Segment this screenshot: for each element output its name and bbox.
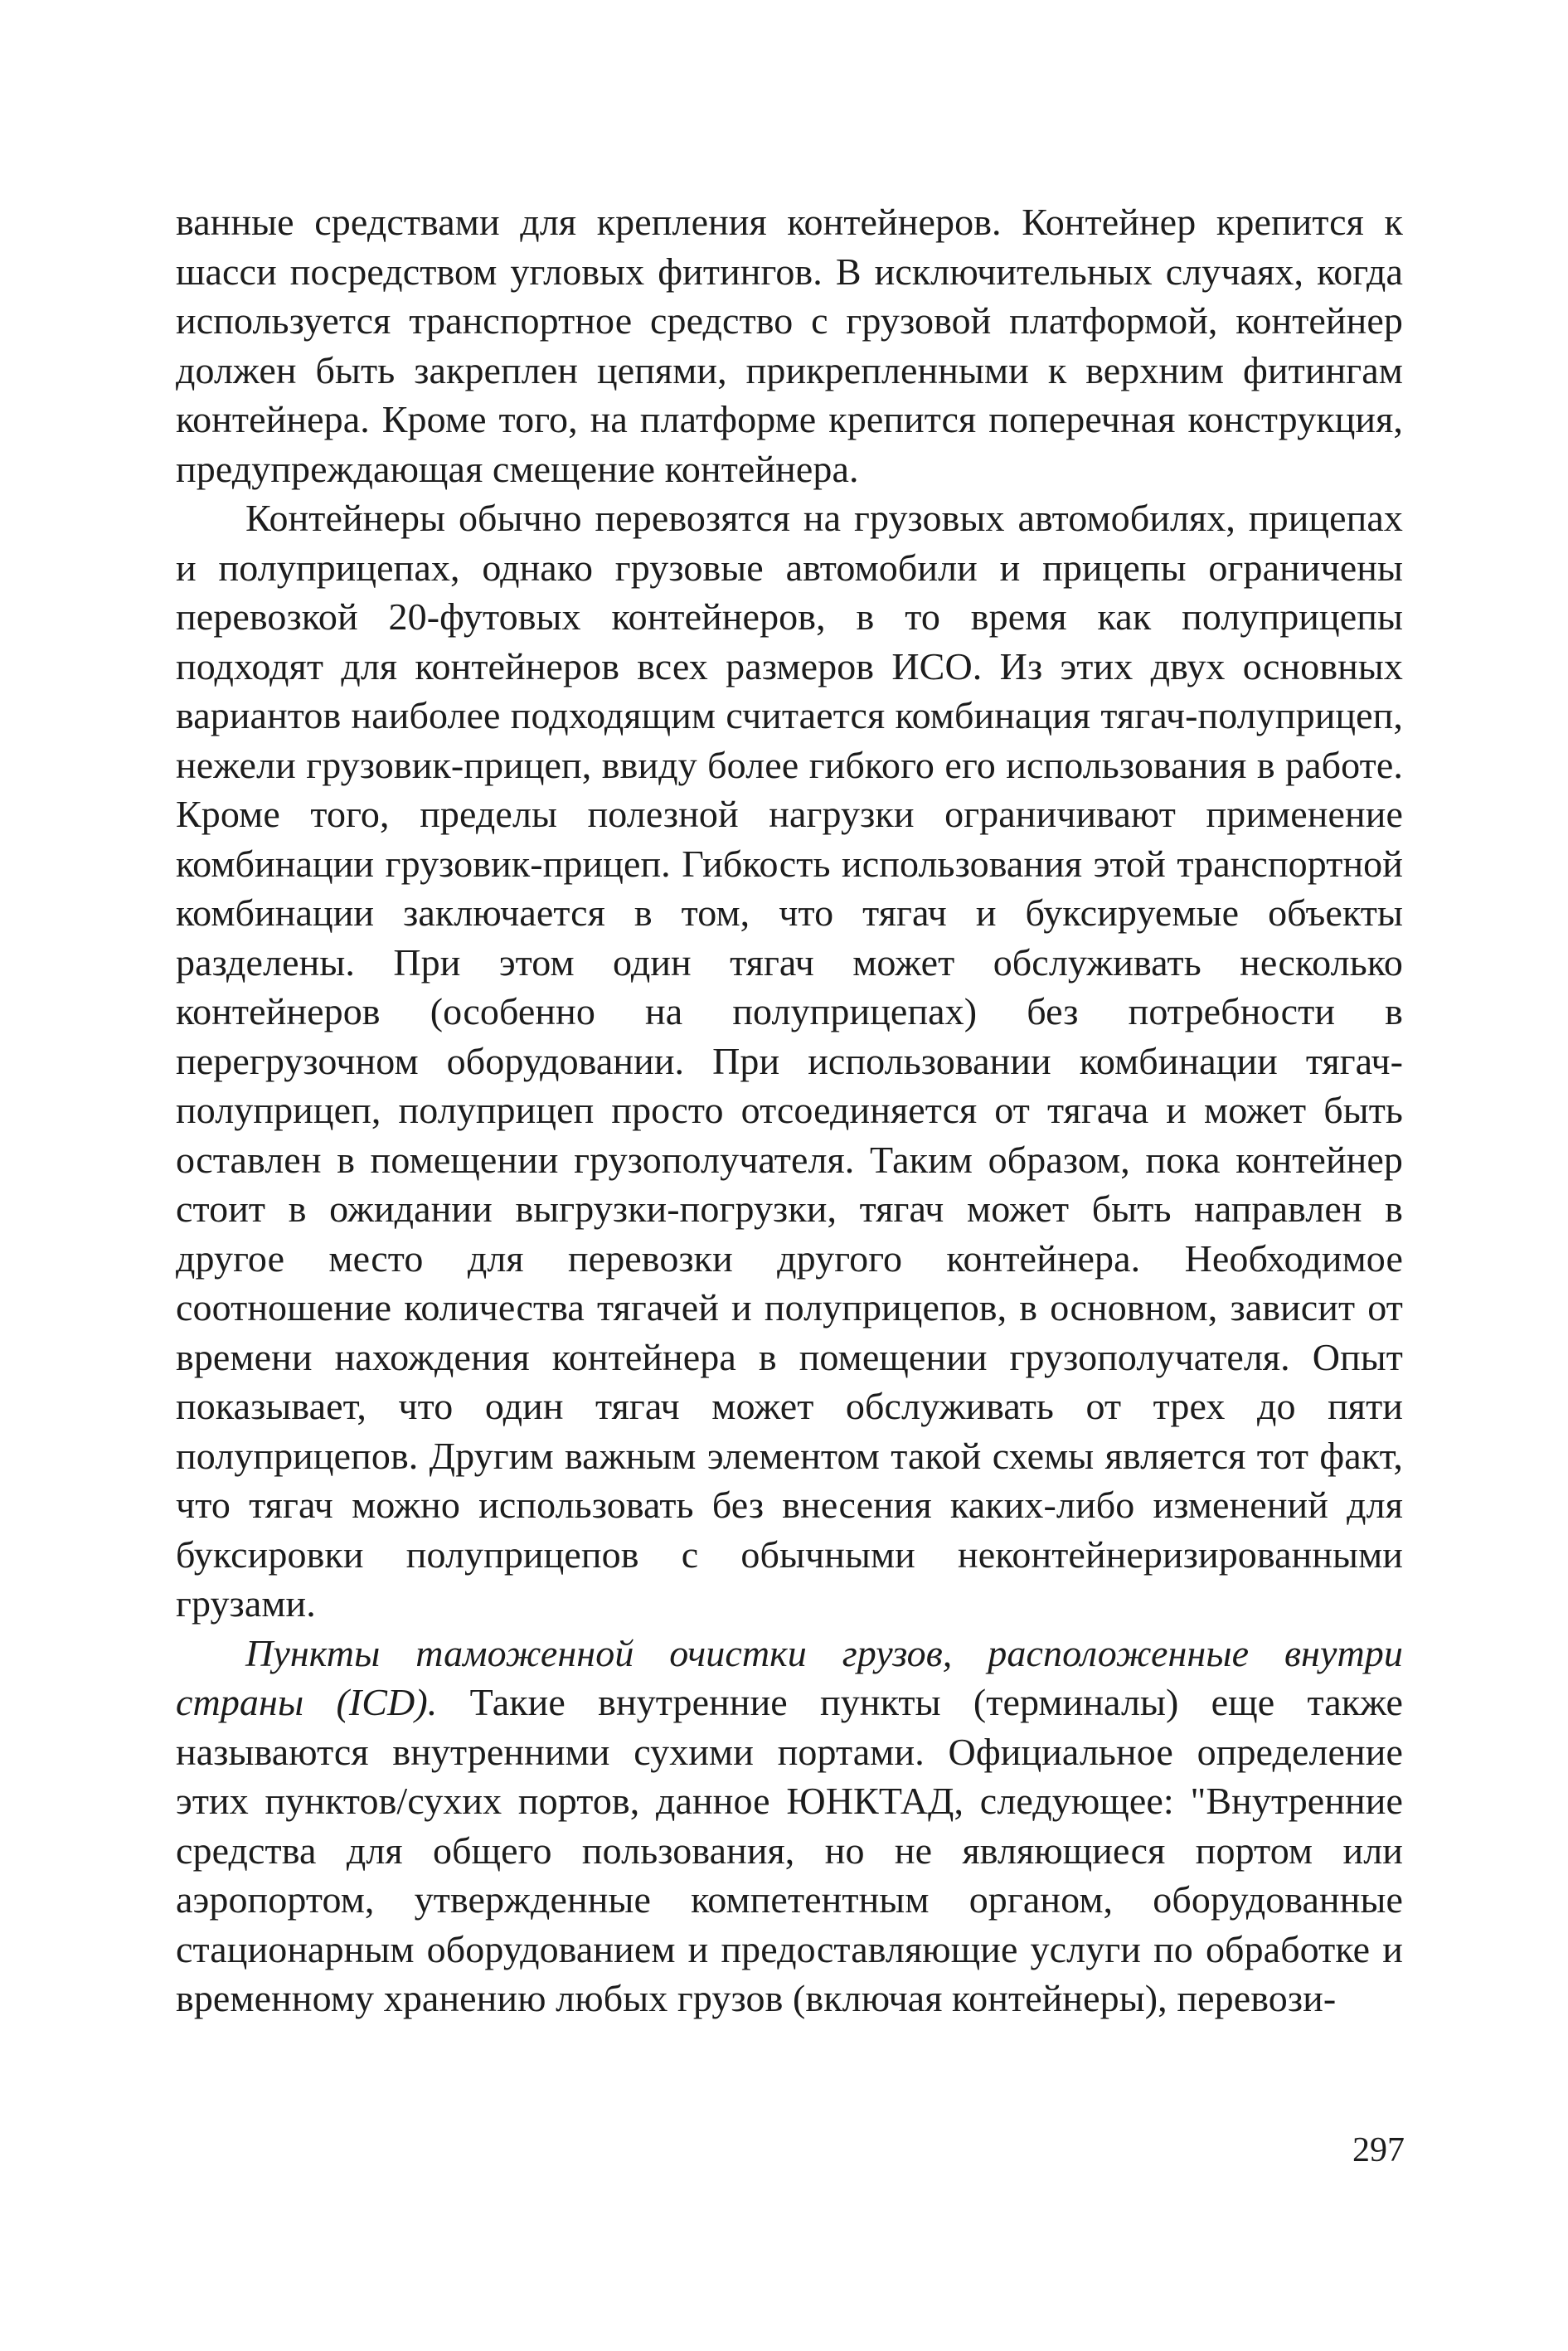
- paragraph-containers-transport: Контейнеры обычно перевозятся на грузовых автомобилях, прицепах и полуприцепах, однако грузовые автомобили и прицепы ограничены перевозкой 20-футовых контейнеров, в то время как полуприцепы подходят для контейнеров всех размеров ИСО. Из этих двух основных вариантов наиболее подходящим считается комбинация тягач-полуприцеп, нежели грузовик-прицеп, ввиду более гибкого его использования в работе. Кроме того, пределы полезной нагрузки ограничивают применение комбинации грузовик-прицеп. Гибкость использования этой транспортной комбинации заключается в том, что тягач и буксируемые объекты разделены. При этом один тягач может обслуживать несколько контейнеров (особенно на полуприцепах) без потребности в перегрузочном оборудовании. При использовании комбинации тягач-полуприцеп, полуприцеп просто отсоединяется от тягача и может быть оставлен в помещении грузополучателя. Таким образом, пока контейнер стоит в ожидании выгрузки-погрузки, тягач может быть направлен в другое место для перевозки другого контейнера. Необходимое соотношение количества тягачей и полуприцепов, в основном, зависит от времени нахождения контейнера в помещении грузополучателя. Опыт показывает, что один тягач может обслуживать от трех до пяти полуприцепов. Другим важным элементом такой схемы является тот факт, что тягач можно использовать без внесения каких-либо изменений для буксировки полуприцепов с обычными неконтейнеризированными грузами.: [176, 497, 1403, 1625]
- paragraph-continuation: ванные средствами для крепления контейнеров. Контейнер крепится к шасси посредством угловых фитингов. В исключительных случаях, когда используется транспортное средство с грузовой платформой, контейнер должен быть закреплен цепями, прикрепленными к верхним фитингам контейнера. Кроме того, на платформе крепится поперечная конструкция, предупреждающая смещение контейнера.: [176, 201, 1403, 490]
- body-text: [176, 197, 1403, 2023]
- page-number: 297: [1352, 2131, 1405, 2169]
- paragraph-icd-heading: Пункты таможенной очистки грузов, расположенные внутри страны (ICD).: [176, 1631, 1403, 1723]
- paragraph-icd-text: Такие внутренние пункты (терминалы) еще также называются внутренними сухими портами. Официальное определение этих пунктов/сухих портов, данное ЮНКТАД, следующее: "Внутренние средства для общего пользования, но не являющиеся портом или аэропортом, утвержденные компетентным органом, оборудованные стационарным оборудованием и предоставляющие услуги по обработке и временному хранению любых грузов (включая контейнеры), перевози-: [176, 1681, 1403, 2019]
- paragraph-icd: [176, 1629, 1403, 2023]
